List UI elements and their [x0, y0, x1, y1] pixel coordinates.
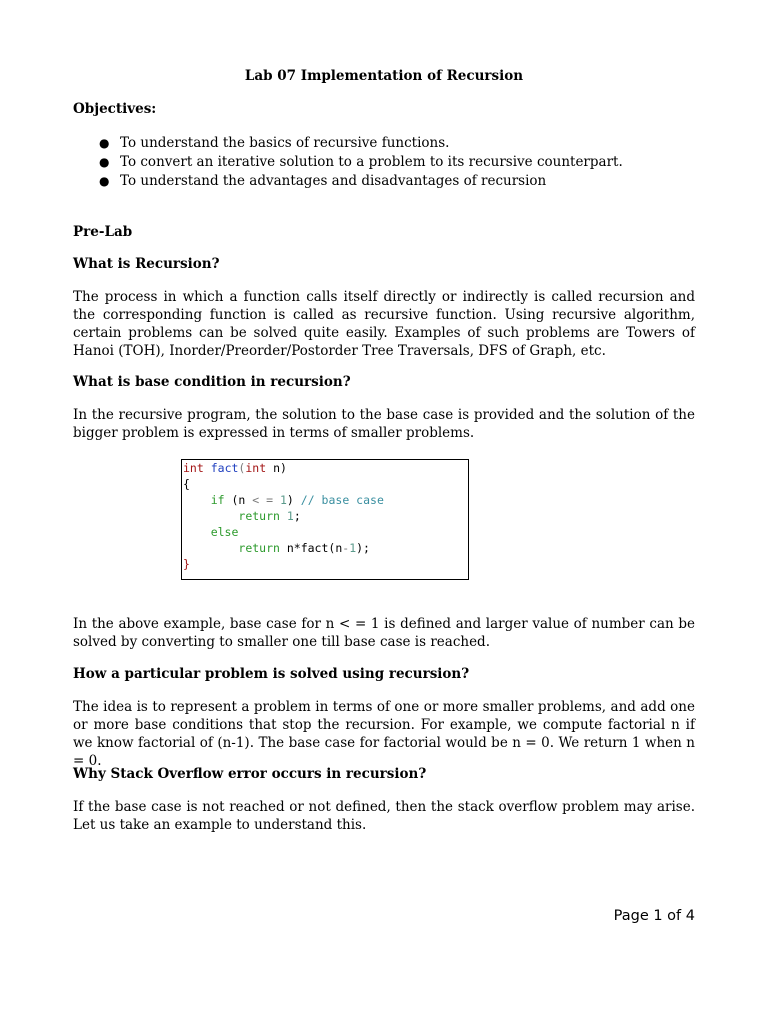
code-token-param: n) [266, 461, 287, 475]
stack-overflow-heading: Why Stack Overflow error occurs in recursion? [73, 766, 427, 782]
code-token-number: 1 [279, 493, 287, 507]
code-token-operator: < = [252, 493, 274, 507]
what-is-recursion-heading: What is Recursion? [73, 256, 220, 272]
code-token-paren: ) [286, 493, 301, 507]
list-item [73, 134, 623, 153]
base-condition-heading: What is base condition in recursion? [73, 374, 351, 390]
objectives-heading: Objectives: [73, 101, 157, 117]
code-line [183, 524, 468, 540]
code-token-expr: n*fact(n [279, 541, 343, 555]
code-token-brace: } [183, 557, 190, 571]
list-item [73, 172, 623, 191]
base-condition-paragraph: In the recursive program, the solution to the base case is provided and the solution of the bigger problem is expressed in terms of smaller problems. [73, 407, 695, 441]
code-token-function: fact [210, 461, 239, 475]
code-line [183, 492, 468, 508]
code-token-keyword: if [210, 493, 225, 507]
bullet-icon: ● [99, 155, 110, 169]
code-token-keyword: return [238, 541, 280, 555]
code-token-expr: (n [224, 493, 253, 507]
code-space [273, 493, 280, 507]
code-token-end: ); [356, 541, 370, 555]
after-code-paragraph: In the above example, base case for n < = 1 is defined and larger value of number can be solved by converting to smaller one till base case is reached. [73, 616, 695, 650]
how-solved-paragraph: The idea is to represent a problem in terms of one or more smaller problems, and add one or more base conditions that stop the recursion. For example, we compute factorial n if we know factorial of (n-1). The base case for factorial would be n = 0. We return 1 when n = 0. [73, 699, 695, 769]
code-indent [183, 493, 211, 507]
objective-text: To understand the basics of recursive functions. [120, 135, 450, 151]
code-block [181, 459, 469, 580]
objective-text: To understand the advantages and disadvantages of recursion [120, 173, 547, 189]
stack-overflow-paragraph: If the base case is not reached or not defined, then the stack overflow problem may arise. Let us take an example to understand this. [73, 799, 695, 833]
objectives-list [73, 134, 623, 191]
code-token-brace: { [183, 477, 190, 491]
code-line [183, 556, 468, 572]
code-token-keyword: return [238, 509, 280, 523]
code-token-keyword: else [210, 525, 239, 539]
page-number: Page 1 of 4 [613, 908, 695, 924]
code-token-semicolon: ; [293, 509, 301, 523]
objective-text: To convert an iterative solution to a problem to its recursive counterpart. [120, 154, 623, 170]
how-solved-heading: How a particular problem is solved using recursion? [73, 666, 470, 682]
code-line [183, 508, 468, 524]
code-line [183, 460, 468, 476]
code-line [183, 540, 468, 556]
code-token-type: int [245, 461, 267, 475]
code-indent [183, 541, 238, 555]
page-title: Lab 07 Implementation of Recursion [244, 68, 524, 84]
code-token-number: 1 [349, 541, 357, 555]
code-indent [183, 509, 238, 523]
what-is-recursion-paragraph: The process in which a function calls itself directly or indirectly is called recursion and the corresponding function is called as recursive function. Using recursive algorithm, certain problems can be solved quite easily. Examples of such problems are Towers of Hanoi (TOH), Inorder/Preorder/Postorder Tree Traversals, DFS of Graph, etc. [73, 289, 695, 359]
bullet-icon: ● [99, 174, 110, 188]
code-token-number: 1 [286, 509, 294, 523]
bullet-icon: ● [99, 136, 110, 150]
code-line [183, 476, 468, 492]
code-token-paren: ( [238, 461, 246, 475]
list-item [73, 153, 623, 172]
code-token-comment: // base case [300, 493, 384, 507]
prelab-heading: Pre-Lab [73, 224, 133, 240]
code-indent [183, 525, 211, 539]
code-space [280, 509, 287, 523]
code-token-type: int [183, 461, 204, 475]
code-token-operator: - [342, 541, 350, 555]
